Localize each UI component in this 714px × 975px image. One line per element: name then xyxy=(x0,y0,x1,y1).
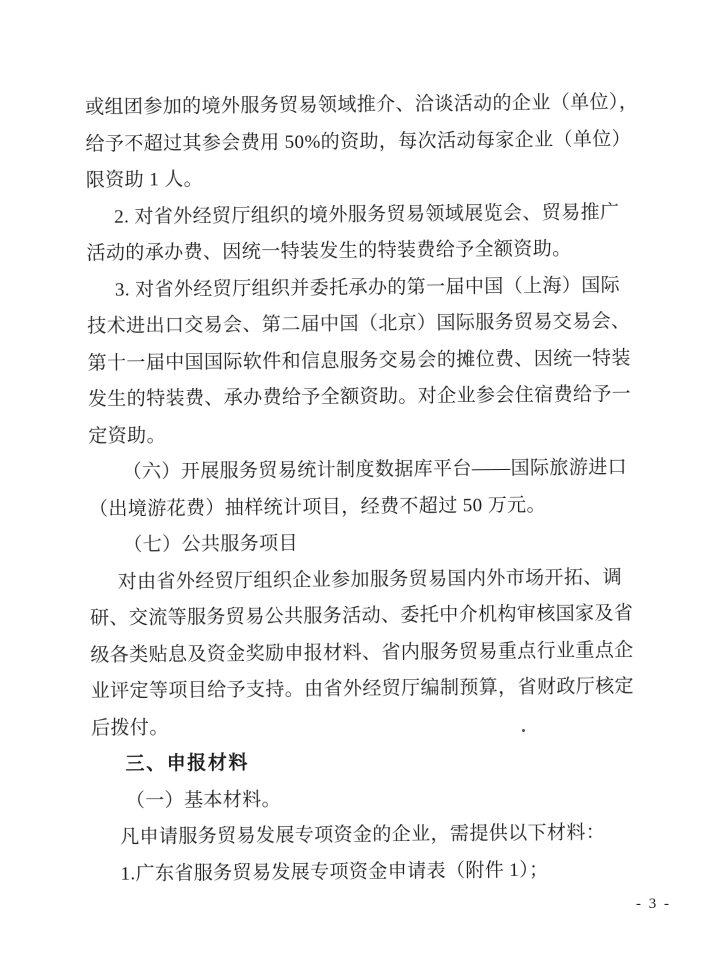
text-line: 凡申请服务贸易发展专项资金的企业，需提供以下材料： xyxy=(120,822,606,848)
page-number: - 3 - xyxy=(636,896,671,912)
text-line: 定资助。 xyxy=(88,424,167,447)
section-heading: 三、申报材料 xyxy=(125,752,250,775)
text-line: 级各类贴息及资金奖励申报材料、省内服务贸易重点行业重点企 xyxy=(90,639,634,666)
text-line: （一）基本材料。 xyxy=(125,788,282,812)
text-line: （出境游花费）抽样统计项目，经费不超过 50 万元。 xyxy=(88,494,547,520)
text-line: 对由省外经贸厅组织企业参加服务贸易国内外市场开拓、调 xyxy=(117,566,623,593)
text-line: 研、交流等服务贸易公共服务活动、委托中介机构审核国家及省 xyxy=(89,602,634,629)
text-line: 3. 对省外经贸厅组织并委托承办的第一届中国（上海）国际 xyxy=(114,274,621,301)
text-line: 1.广东省服务贸易发展专项资金申请表（附件 1）； xyxy=(120,859,549,885)
text-line: 给予不超过其参会费用 50%的资助，每次活动每家企业（单位） xyxy=(85,128,632,155)
document-text-block xyxy=(85,84,678,893)
text-line: 限资助 1 人。 xyxy=(85,168,204,191)
text-line: （七）公共服务项目 xyxy=(123,532,299,556)
text-line: 技术进出口交易会、第二届中国（北京）国际服务贸易交易会、 xyxy=(87,310,631,337)
text-line: 后拨付。 xyxy=(91,716,169,739)
text-line: 活动的承办费、因统一特装发生的特装费给予全额资助。 xyxy=(86,238,572,264)
scan-speck-dot xyxy=(522,729,525,732)
text-line: 发生的特装费、承办费给予全额资助。对企业参会住宿费给予一 xyxy=(87,383,632,410)
text-line: 第十一届中国国际软件和信息服务交易会的摊位费、因统一特装 xyxy=(87,347,631,374)
text-line: （六）开展服务贸易统计制度数据库平台——国际旅游进口 xyxy=(122,456,628,483)
text-line: 或组团参加的境外服务贸易领域推介、洽谈活动的企业（单位）， xyxy=(85,91,639,118)
text-line: 业评定等项目给予支持。由省外经贸厅编制预算，省财政厅核定 xyxy=(90,675,635,702)
text-line: 2. 对省外经贸厅组织的境外服务贸易领域展览会、贸易推广 xyxy=(114,201,620,228)
